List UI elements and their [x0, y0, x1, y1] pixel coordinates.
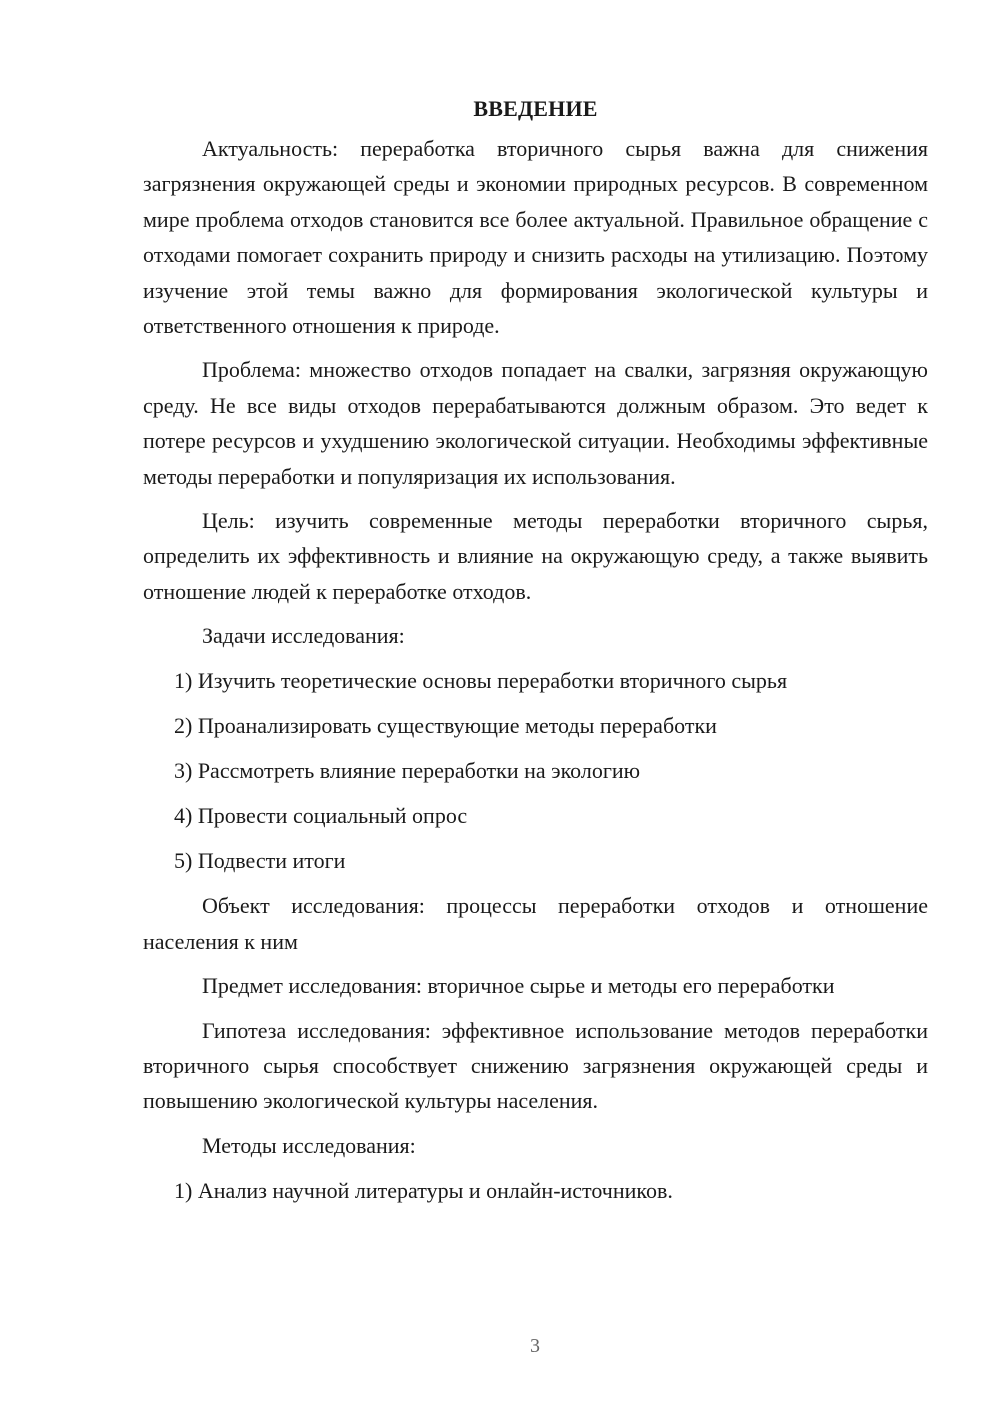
task-item: 5) Подвести итоги — [174, 848, 346, 874]
page-number: 3 — [530, 1335, 540, 1357]
methods-list — [143, 1173, 928, 1208]
method-item: 1) Анализ научной литературы и онлайн-источников. — [174, 1177, 673, 1203]
task-item: 3) Рассмотреть влияние переработки на экологию — [174, 758, 641, 784]
relevance-paragraph: Актуальность: переработка вторичного сырья важна для снижения загрязнения окружающей среды и экономии природных ресурсов. В современном мире проблема отходов становится все более актуальной. Правильное обращение с отходами помогает сохранить природу и снизить расходы на утилизацию. Поэтому изучение этой темы важно для формирования экологической культуры и ответственного отношения к природе. — [143, 136, 928, 339]
subject-paragraph: Предмет исследования: вторичное сырье и методы его переработки — [202, 973, 835, 999]
goal-paragraph: Цель: изучить современные методы переработки вторичного сырья, определить их эффективность и влияние на окружающую среду, а также выявить отношение людей к переработке отходов. — [143, 508, 928, 604]
section-title: ВВЕДЕНИЕ — [473, 96, 598, 121]
tasks-heading: Задачи исследования: — [202, 623, 405, 649]
task-item: 2) Проанализировать существующие методы переработки — [174, 713, 717, 739]
task-item: 1) Изучить теоретические основы переработки вторичного сырья — [174, 668, 788, 694]
tasks-list — [143, 663, 928, 878]
hypothesis-paragraph: Гипотеза исследования: эффективное использование методов переработки вторичного сырья способствует снижению загрязнения окружающей среды и повышению экологической культуры населения. — [143, 1017, 928, 1114]
page-body — [143, 92, 928, 1218]
problem-paragraph: Проблема: множество отходов попадает на свалки, загрязняя окружающую среду. Не все виды отходов перерабатываются должным образом. Это ведет к потере ресурсов и ухудшению экологической ситуации. Необходимы эффективные методы переработки и популяризация их использования. — [143, 357, 928, 489]
object-paragraph: Объект исследования: процессы переработки отходов и отношение населения к ним — [143, 893, 928, 954]
methods-heading: Методы исследования: — [202, 1132, 416, 1158]
task-item: 4) Провести социальный опрос — [174, 803, 468, 829]
